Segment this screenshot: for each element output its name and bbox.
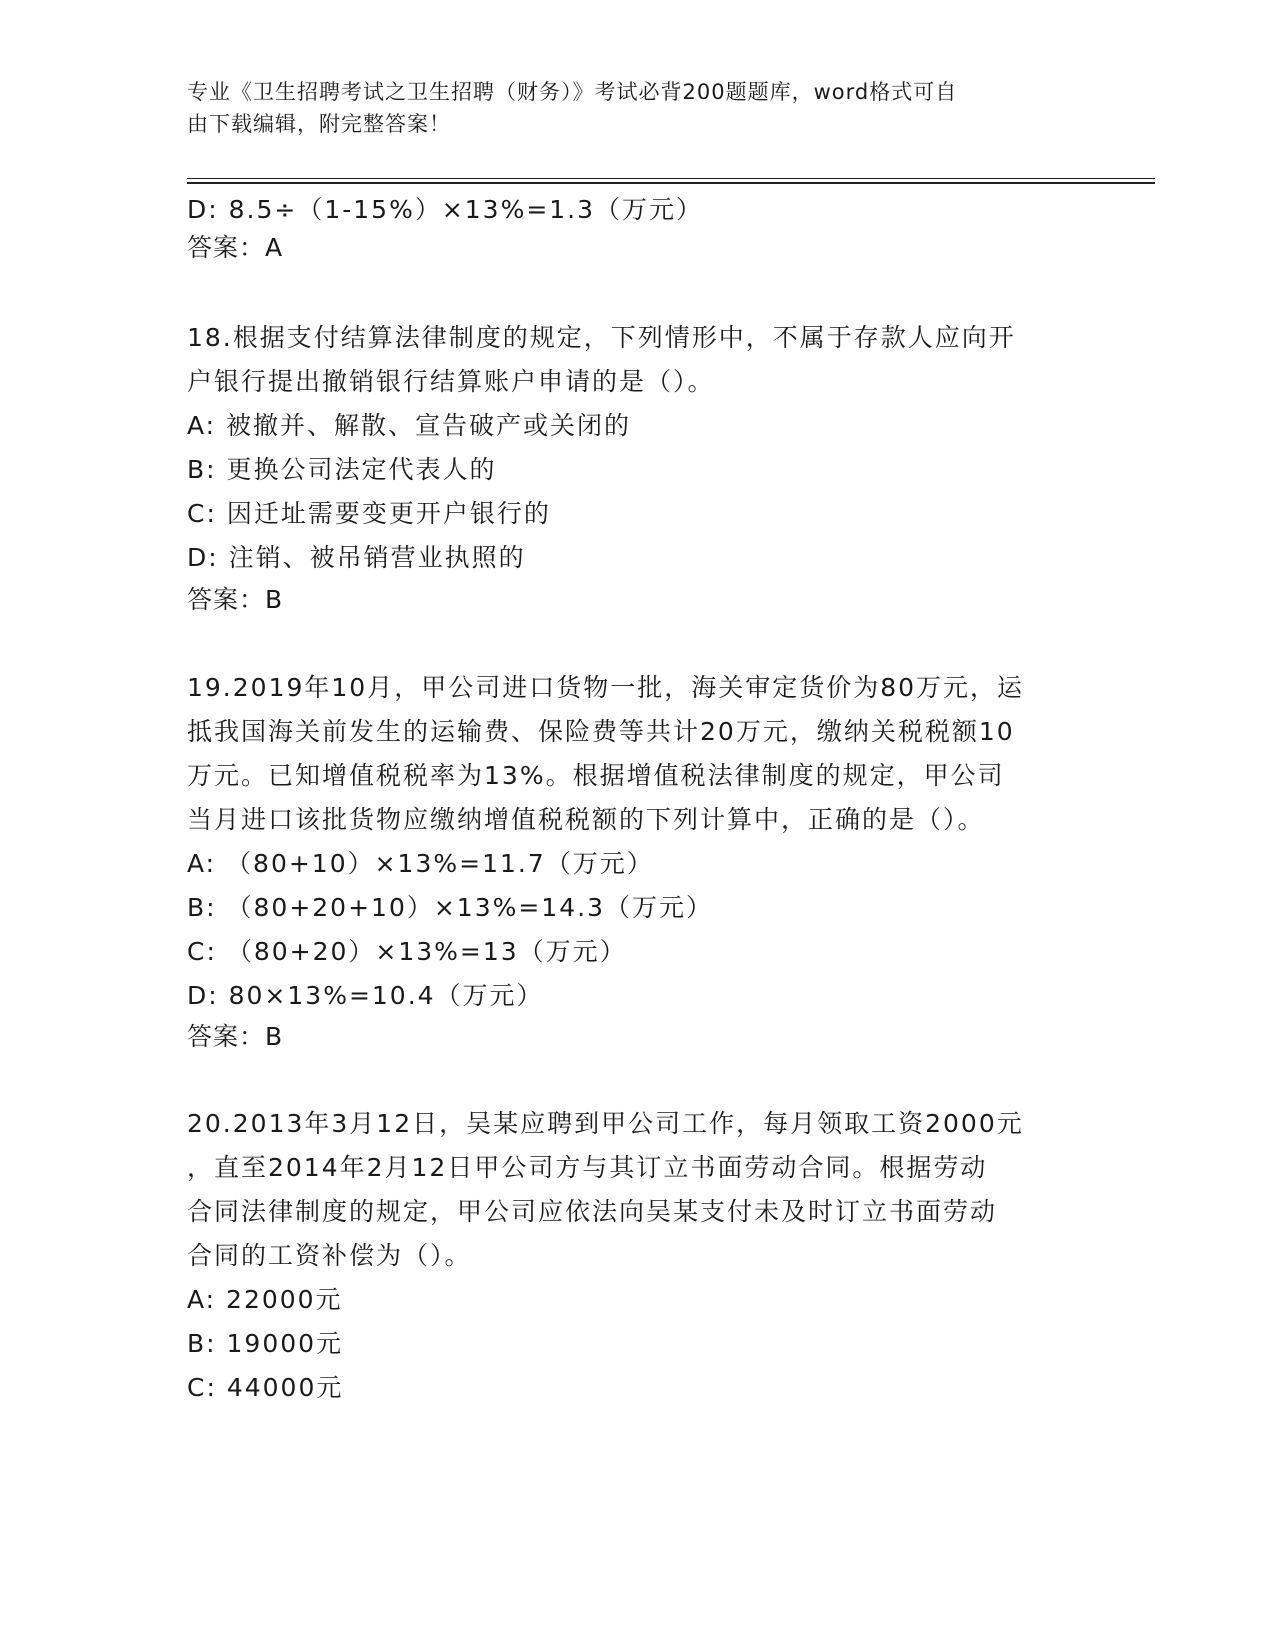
q20-option-a: A: 22000元	[187, 1285, 343, 1314]
header-rule-thin	[187, 178, 1155, 179]
q18-option-b: B: 更换公司法定代表人的	[187, 455, 497, 484]
header-line-1: 专业《卫生招聘考试之卫生招聘（财务）》考试必背200题题库，word格式可自	[187, 80, 958, 104]
q19-text-line-4: 当月进口该批货物应缴纳增值税税额的下列计算中，正确的是（）。	[187, 805, 985, 834]
q18-option-c: C: 因迁址需要变更开户银行的	[187, 499, 551, 528]
document-header	[187, 76, 1067, 140]
q19-text-line-2: 抵我国海关前发生的运输费、保险费等共计20万元，缴纳关税税额10	[187, 717, 1015, 746]
previous-question-answer: 答案：A	[187, 233, 284, 262]
q20-text-line-3: 合同法律制度的规定，甲公司应依法向吴某支付未及时订立书面劳动	[187, 1197, 998, 1226]
header-line-2: 由下载编辑，附完整答案！	[187, 112, 451, 136]
header-rule-thick	[187, 182, 1155, 184]
q18-answer: 答案：B	[187, 585, 284, 614]
q20-text-line-4: 合同的工资补偿为（）。	[187, 1241, 472, 1270]
q18-option-d: D: 注销、被吊销营业执照的	[187, 543, 526, 572]
q19-option-a: A: （80+10）×13%=11.7（万元）	[187, 849, 654, 878]
q18-text-line-2: 户银行提出撤销银行结算账户申请的是（）。	[187, 367, 715, 396]
q19-option-d: D: 80×13%=10.4（万元）	[187, 981, 544, 1010]
q19-option-b: B: （80+20+10）×13%=14.3（万元）	[187, 893, 713, 922]
q19-answer: 答案：B	[187, 1022, 284, 1051]
q20-option-b: B: 19000元	[187, 1329, 344, 1358]
q19-option-c: C: （80+20）×13%=13（万元）	[187, 937, 627, 966]
q18-text-line-1: 18.根据支付结算法律制度的规定，下列情形中，不属于存款人应向开	[187, 323, 1016, 352]
q20-text-line-1: 20.2013年3月12日，吴某应聘到甲公司工作，每月领取工资2000元	[187, 1109, 1024, 1138]
q19-text-line-3: 万元。已知增值税税率为13%。根据增值税法律制度的规定，甲公司	[187, 761, 1005, 790]
previous-question-option-d: D: 8.5÷（1-15%）×13%=1.3（万元）	[187, 195, 704, 224]
q20-option-c: C: 44000元	[187, 1373, 344, 1402]
q18-option-a: A: 被撤并、解散、宣告破产或关闭的	[187, 411, 632, 440]
q20-text-line-2: ，直至2014年2月12日甲公司方与其订立书面劳动合同。根据劳动	[187, 1153, 988, 1182]
q19-text-line-1: 19.2019年10月，甲公司进口货物一批，海关审定货价为80万元，运	[187, 673, 1025, 702]
